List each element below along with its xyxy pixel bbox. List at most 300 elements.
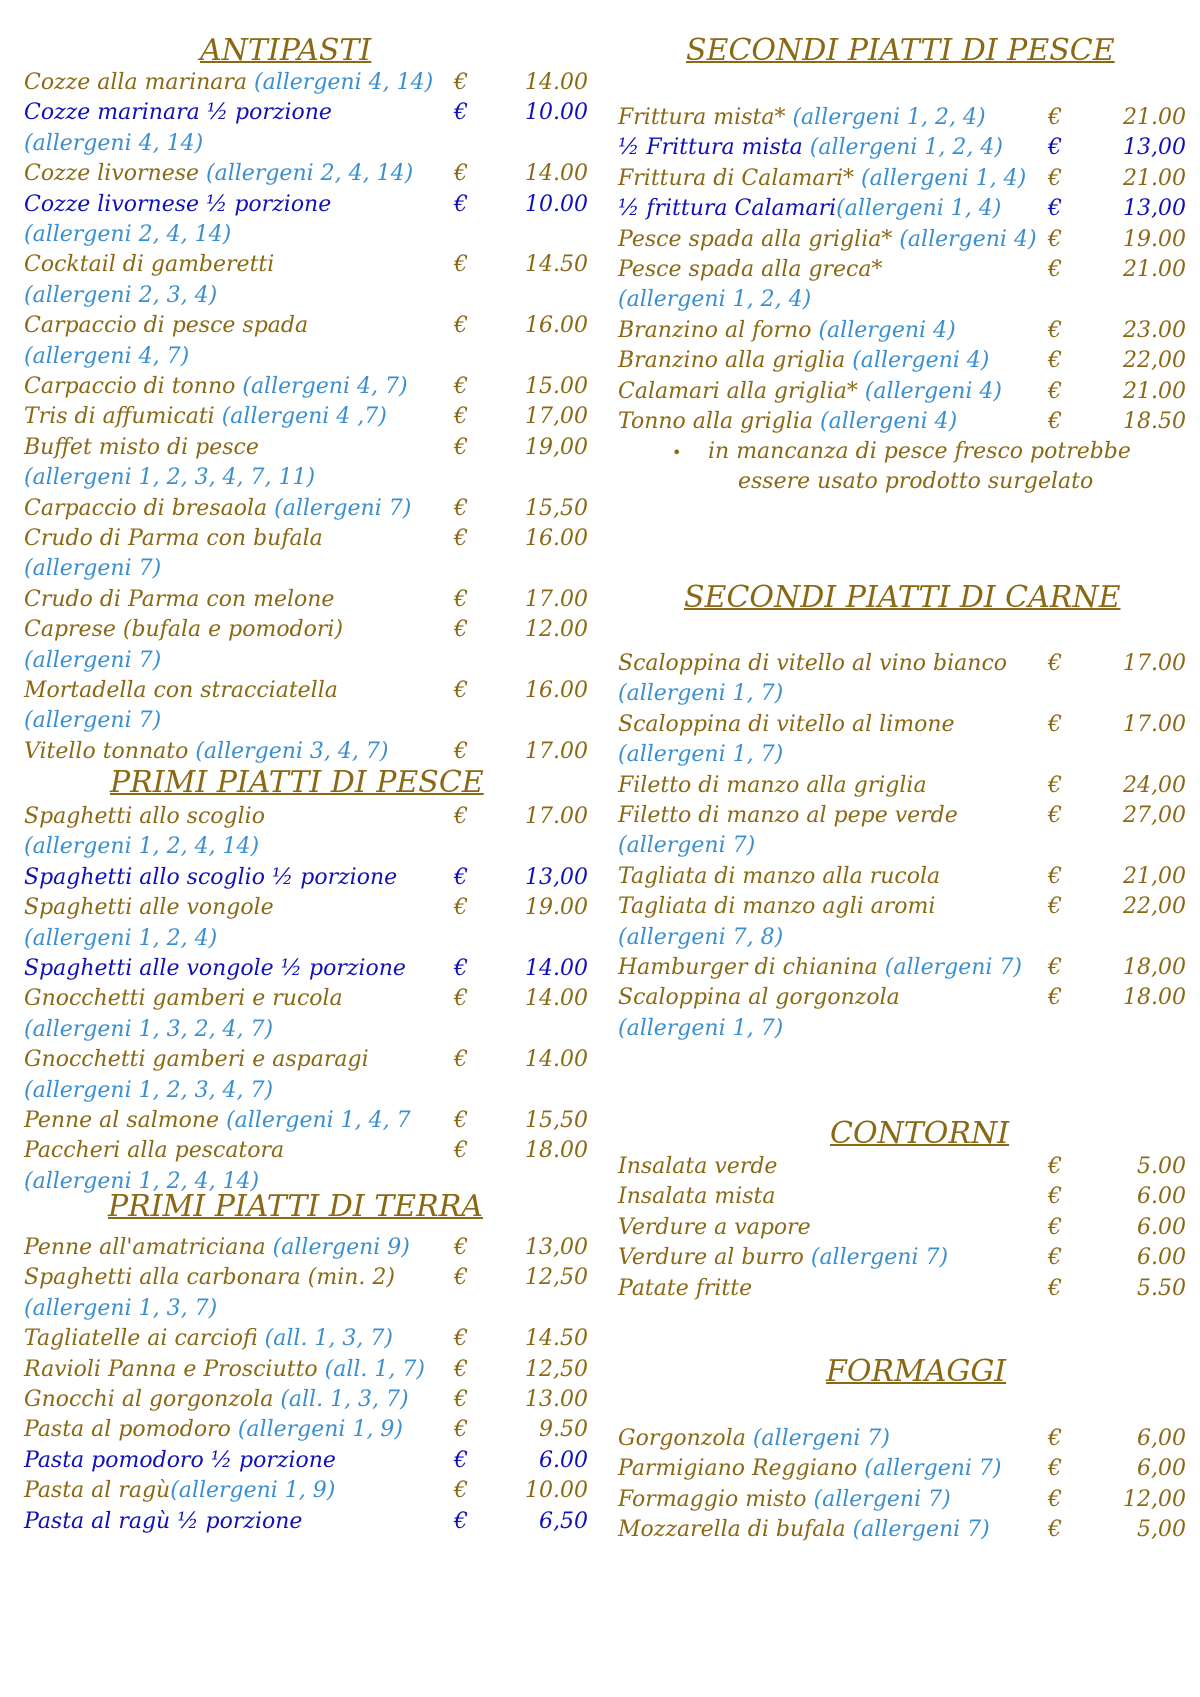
allergen-info: (allergeni 1, 4): [861, 165, 1027, 191]
dish-price: 5,00: [1137, 1517, 1186, 1543]
menu-item: [24, 984, 594, 1014]
dish-price: 12,00: [1123, 1486, 1186, 1512]
dish-price: 6.00: [539, 1447, 588, 1473]
dish-price: 13.00: [525, 1387, 588, 1412]
menu-item: [618, 1454, 1186, 1484]
dish-name: Buffet misto di pesce: [24, 434, 259, 460]
menu-item: [618, 1152, 1186, 1182]
menu-item: [24, 433, 594, 463]
dish-name: Carpaccio di tonno: [24, 374, 243, 399]
allergen-info: (allergeni 2, 3, 4): [24, 282, 218, 308]
euro-sign: €: [1048, 1517, 1062, 1543]
dish-price: 17.00: [525, 738, 588, 764]
menu-item: [24, 802, 594, 832]
allergen-info: (allergeni 4): [864, 378, 1003, 404]
allergen-line: [24, 646, 594, 676]
dish-price: 17.00: [1123, 711, 1186, 737]
menu-item: [24, 402, 594, 432]
euro-sign: €: [1048, 226, 1062, 252]
euro-sign: €: [454, 1356, 468, 1382]
menu-item: [24, 676, 594, 706]
dish-name: Scaloppina di vitello al vino bianco: [618, 651, 1008, 676]
dish-name: Insalata mista: [618, 1184, 776, 1210]
dish-name: Filetto di manzo alla griglia: [618, 772, 927, 798]
allergen-line: [618, 923, 1186, 953]
allergen-info: (allergeni 1, 9): [170, 1478, 336, 1504]
dish-price: 12,50: [525, 1356, 588, 1382]
menu-item: [618, 103, 1186, 133]
euro-sign: €: [1048, 1456, 1062, 1482]
allergen-info: (allergeni 4): [899, 226, 1037, 252]
menu-item: [24, 1233, 594, 1263]
dish-name: Gnocchetti gamberi e rucola: [24, 986, 343, 1012]
menu-item: [618, 801, 1186, 831]
allergen-info: (allergeni 1, 3, 7): [24, 1295, 218, 1321]
menu-item: [618, 346, 1186, 376]
dish-name: Parmigiano Reggiano: [618, 1456, 865, 1482]
menu-item: [618, 225, 1186, 255]
euro-sign: €: [454, 1447, 468, 1473]
allergen-info: (allergeni 1, 2, 4): [24, 925, 218, 951]
euro-sign: €: [454, 252, 468, 278]
euro-sign: €: [1048, 651, 1062, 676]
dish-price: 14.00: [525, 956, 588, 981]
dish-name: Frittura mista*: [618, 105, 793, 130]
section-title-primi-pesce: PRIMI PIATTI DI PESCE: [110, 765, 484, 800]
allergen-info: (allergeni 1, 3, 2, 4, 7): [24, 1016, 274, 1042]
dish-name: Pasta pomodoro ½ porzione: [24, 1447, 336, 1473]
dish-price: 17.00: [525, 804, 588, 829]
menu-item: [24, 615, 594, 645]
menu-item: [24, 524, 594, 554]
menu-item: [24, 1355, 594, 1385]
menu-item: [24, 190, 594, 220]
menu-item: [618, 194, 1186, 224]
dish-price: 14.00: [525, 161, 588, 187]
section-title-contorni: CONTORNI: [830, 1116, 1010, 1151]
dish-name: Penne all'amatriciana: [24, 1235, 273, 1260]
dish-price: 17,00: [525, 404, 588, 430]
euro-sign: €: [1048, 196, 1062, 222]
dish-price: 13,00: [1123, 196, 1186, 222]
menu-item: [618, 377, 1186, 407]
allergen-line: [24, 342, 594, 372]
dish-price: 24,00: [1123, 772, 1186, 798]
euro-sign: €: [454, 1138, 468, 1164]
allergen-info: (allergeni 1, 9): [237, 1417, 404, 1443]
dish-price: 10.00: [525, 191, 588, 217]
dish-name: Gnocchetti gamberi e asparagi: [24, 1047, 369, 1073]
dish-price: 22,00: [1123, 348, 1186, 374]
allergen-line: [24, 1076, 594, 1106]
menu-item: [24, 1385, 594, 1415]
dish-name: Cozze marinara ½ porzione: [24, 100, 332, 126]
dish-price: 17.00: [1123, 651, 1186, 676]
dish-name: Spaghetti alle vongole: [24, 895, 274, 921]
dish-price: 21.00: [1123, 165, 1186, 191]
dish-name: Penne al salmone: [24, 1108, 227, 1133]
euro-sign: €: [1048, 409, 1062, 434]
euro-sign: €: [1048, 863, 1062, 889]
euro-sign: €: [1048, 1426, 1062, 1451]
euro-sign: €: [1048, 317, 1062, 343]
allergen-info: (allergeni 1, 2, 3, 4, 7): [24, 1077, 274, 1103]
dish-price: 14.00: [525, 986, 588, 1012]
menu-item: [618, 133, 1186, 163]
euro-sign: €: [454, 804, 468, 829]
euro-sign: €: [454, 313, 468, 339]
dish-price: 9.50: [539, 1417, 588, 1443]
allergen-info: (allergeni 4): [852, 348, 990, 374]
euro-sign: €: [454, 895, 468, 921]
euro-sign: €: [454, 1387, 468, 1412]
allergen-line: [24, 1015, 594, 1045]
dish-name: ½ Frittura mista: [618, 135, 810, 161]
dish-name: Tonno alla griglia: [618, 409, 820, 434]
allergen-info: (allergeni 4, 14): [24, 130, 204, 156]
dish-price: 19.00: [525, 895, 588, 921]
euro-sign: €: [454, 956, 468, 981]
allergen-line: [618, 740, 1186, 770]
dish-name: Tagliatelle ai carciofi: [24, 1326, 265, 1352]
allergen-info: (allergeni 4): [820, 409, 958, 434]
euro-sign: €: [454, 1265, 468, 1291]
dish-price: 18,00: [1123, 955, 1186, 980]
menu-item: [618, 892, 1186, 922]
dish-price: 10.00: [525, 100, 588, 126]
dish-name: Crudo di Parma con bufala: [24, 526, 323, 551]
menu-item: [24, 98, 594, 128]
euro-sign: €: [454, 70, 468, 95]
euro-sign: €: [1048, 1275, 1062, 1301]
allergen-info: (allergeni 3, 4, 7): [195, 738, 389, 764]
dish-price: 12.00: [525, 617, 588, 643]
allergen-info: (allergeni 4 ,7): [221, 404, 387, 430]
allergen-info: (allergeni 9): [272, 1235, 410, 1260]
dish-name: Patate fritte: [618, 1275, 753, 1301]
dish-price: 15.00: [525, 374, 588, 399]
menu-item: [24, 1106, 594, 1136]
euro-sign: €: [454, 404, 468, 430]
menu-item: [24, 954, 594, 984]
euro-sign: €: [1048, 1214, 1062, 1240]
dish-price: 6.00: [1137, 1184, 1186, 1210]
dish-name: Ravioli Panna e Prosciutto: [24, 1356, 325, 1382]
euro-sign: €: [454, 864, 468, 890]
dish-price: 13,00: [525, 864, 588, 890]
dish-price: 19,00: [525, 434, 588, 460]
dish-name: Verdure a vapore: [618, 1214, 811, 1240]
allergen-info: (allergeni 1, 7): [618, 681, 784, 707]
euro-sign: €: [1048, 1154, 1062, 1179]
dish-price: 13,00: [1123, 135, 1186, 161]
allergen-info: (allergeni 4, 7): [242, 374, 408, 399]
menu-item: [24, 1136, 594, 1166]
euro-sign: €: [454, 1478, 468, 1504]
euro-sign: €: [1048, 985, 1062, 1011]
allergen-info: (allergeni 1, 4): [836, 196, 1002, 222]
allergen-info: (all. 1, 3, 7): [264, 1326, 393, 1352]
allergen-line: [24, 463, 594, 493]
dish-price: 21,00: [1123, 863, 1186, 889]
euro-sign: €: [1048, 1184, 1062, 1210]
euro-sign: €: [454, 374, 468, 399]
dish-price: 14.00: [525, 1047, 588, 1073]
dish-price: 5.00: [1137, 1154, 1186, 1179]
dish-name: Spaghetti allo scoglio ½ porzione: [24, 864, 398, 890]
dish-price: 21.00: [1123, 378, 1186, 404]
allergen-info: (allergeni 7): [752, 1426, 891, 1451]
allergen-info: (allergeni 1, 2, 3, 4, 7, 11): [24, 465, 316, 491]
menu-item: [618, 1274, 1186, 1304]
dish-price: 16.00: [525, 678, 588, 703]
dish-name: Spaghetti allo scoglio: [24, 804, 265, 829]
allergen-info: (allergeni 1, 7): [618, 742, 784, 768]
dish-name: Filetto di manzo al pepe verde: [618, 803, 958, 828]
dish-price: 17.00: [525, 586, 588, 612]
dish-price: 14.50: [525, 252, 588, 278]
dish-name: Cozze livornese: [24, 161, 207, 187]
allergen-info: (allergeni 7, 8): [618, 924, 784, 950]
menu-item: [24, 1446, 594, 1476]
menu-item: [618, 316, 1186, 346]
dish-name: Spaghetti alle vongole ½ porzione: [24, 956, 406, 981]
euro-sign: €: [1048, 257, 1062, 282]
allergen-line: [24, 220, 594, 250]
menu-item: [618, 771, 1186, 801]
dish-name: Cozze livornese ½ porzione: [24, 191, 332, 217]
dish-price: 16.00: [525, 526, 588, 551]
menu-item: [24, 893, 594, 923]
dish-name: Cozze alla marinara: [24, 70, 255, 95]
euro-sign: €: [454, 526, 468, 551]
euro-sign: €: [1048, 803, 1062, 828]
allergen-line: [24, 281, 594, 311]
dish-name: Pesce spada alla griglia*: [618, 226, 900, 252]
menu-item: [618, 1485, 1186, 1515]
dish-name: Hamburger di chianina: [618, 955, 885, 980]
dish-price: 19.00: [1123, 226, 1186, 252]
allergen-line: [24, 706, 594, 736]
menu-item: [618, 1515, 1186, 1545]
allergen-info: (allergeni 7): [864, 1456, 1002, 1482]
euro-sign: €: [454, 617, 468, 643]
section-title-secondi-pesce: SECONDI PIATTI DI PESCE: [686, 33, 1115, 68]
dish-price: 18.00: [1123, 985, 1186, 1011]
menu-item: [24, 494, 594, 524]
allergen-line: [618, 1014, 1186, 1044]
menu-item: [24, 737, 594, 767]
dish-name: Spaghetti alla carbonara (min. 2): [24, 1265, 395, 1291]
dish-name: Pasta al ragù: [24, 1478, 171, 1504]
dish-name: Scaloppina al gorgonzola: [618, 985, 900, 1011]
menu-item: [24, 1045, 594, 1075]
dish-price: 23.00: [1123, 317, 1186, 343]
menu-item: [24, 1507, 594, 1537]
euro-sign: €: [1048, 135, 1062, 161]
allergen-info: (allergeni 7): [24, 708, 162, 734]
menu-item: [618, 983, 1186, 1013]
menu-item: [618, 1213, 1186, 1243]
allergen-line: [24, 832, 594, 862]
menu-item: [24, 585, 594, 615]
allergen-info: (allergeni 1, 2, 4): [809, 135, 1003, 161]
euro-sign: €: [454, 434, 468, 460]
euro-sign: €: [1048, 772, 1062, 798]
menu-item: [618, 1243, 1186, 1273]
allergen-info: (allergeni 7): [852, 1517, 990, 1543]
euro-sign: €: [454, 161, 468, 187]
euro-sign: €: [454, 1108, 468, 1133]
dish-name: ½ frittura Calamari: [618, 196, 837, 222]
menu-item: [24, 1415, 594, 1445]
menu-item: [618, 862, 1186, 892]
menu-item: [24, 159, 594, 189]
euro-sign: €: [1048, 105, 1062, 130]
dish-name: Scaloppina di vitello al limone: [618, 711, 955, 737]
menu-item: [618, 649, 1186, 679]
allergen-info: (allergeni 1, 4, 7: [226, 1108, 411, 1133]
menu-item: [618, 1424, 1186, 1454]
allergen-info: (allergeni 2, 4, 14): [24, 222, 232, 247]
dish-name: Tagliata di manzo alla rucola: [618, 863, 941, 889]
allergen-line: [24, 554, 594, 584]
frozen-fish-note: in mancanza di pesce fresco potrebbe: [708, 439, 1131, 465]
euro-sign: €: [1048, 1486, 1062, 1512]
euro-sign: €: [1048, 711, 1062, 737]
menu-item: [24, 250, 594, 280]
euro-sign: €: [454, 738, 468, 764]
dish-name: Crudo di Parma con melone: [24, 586, 335, 612]
euro-sign: €: [1048, 955, 1062, 980]
allergen-info: (allergeni 7): [24, 556, 162, 582]
dish-name: Paccheri alla pescatora: [24, 1138, 285, 1164]
dish-price: 6,00: [1137, 1426, 1186, 1451]
dish-price: 22,00: [1123, 894, 1186, 920]
euro-sign: €: [454, 1235, 468, 1260]
dish-name: Verdure al burro: [618, 1245, 811, 1271]
allergen-line: [618, 285, 1186, 315]
dish-price: 6.00: [1137, 1245, 1186, 1271]
dish-price: 21.00: [1123, 257, 1186, 282]
dish-price: 15,50: [525, 495, 588, 521]
section-title-formaggi: FORMAGGI: [826, 1354, 1007, 1389]
allergen-info: (allergeni 1, 7): [618, 1015, 784, 1041]
menu-item: [24, 311, 594, 341]
euro-sign: €: [454, 586, 468, 612]
euro-sign: €: [454, 1508, 468, 1534]
section-title-antipasti: ANTIPASTI: [200, 33, 372, 68]
euro-sign: €: [454, 678, 468, 703]
allergen-info: (allergeni 4, 14): [254, 70, 434, 95]
allergen-info: (allergeni 7): [884, 955, 1022, 980]
allergen-line: [618, 831, 1186, 861]
euro-sign: €: [454, 1047, 468, 1073]
euro-sign: €: [454, 495, 468, 521]
dish-price: 14.50: [525, 1326, 588, 1352]
euro-sign: €: [1048, 894, 1062, 920]
dish-name: Frittura di Calamari*: [618, 165, 862, 191]
allergen-info: (allergeni 1, 2, 4, 14): [24, 834, 260, 860]
dish-name: Tagliata di manzo agli aromi: [618, 894, 936, 920]
dish-price: 18.00: [525, 1138, 588, 1164]
menu-item: [24, 1324, 594, 1354]
allergen-info: (allergeni 7): [810, 1245, 949, 1271]
euro-sign: €: [454, 1326, 468, 1352]
allergen-info: (allergeni 1, 2, 4): [618, 287, 812, 313]
dish-price: 5.50: [1137, 1275, 1186, 1301]
allergen-line: [24, 129, 594, 159]
dish-name: Formaggio misto: [618, 1486, 814, 1512]
allergen-info: (allergeni 4, 7): [24, 343, 190, 369]
menu-item: [618, 953, 1186, 983]
dish-name: Caprese (bufala e pomodori): [24, 617, 344, 643]
allergen-info: (allergeni 1, 2, 4, 14): [24, 1168, 260, 1194]
dish-name: Carpaccio di pesce spada: [24, 313, 309, 339]
dish-price: 27,00: [1123, 803, 1186, 828]
allergen-info: (allergeni 4): [818, 317, 956, 343]
menu-item: [24, 1263, 594, 1293]
allergen-info: (all. 1, 7): [324, 1356, 425, 1382]
allergen-info: (allergeni 1, 2, 4): [792, 105, 986, 130]
euro-sign: €: [1048, 165, 1062, 191]
menu-item: [24, 863, 594, 893]
dish-price: 15,50: [525, 1108, 588, 1133]
menu-item: [618, 164, 1186, 194]
euro-sign: €: [454, 1417, 468, 1443]
euro-sign: €: [1048, 1245, 1062, 1271]
dish-price: 10.00: [525, 1478, 588, 1504]
dish-name: Tris di affumicati: [24, 404, 222, 430]
dish-name: Mortadella con stracciatella: [24, 678, 338, 703]
euro-sign: €: [1048, 378, 1062, 404]
dish-price: 6.00: [1137, 1214, 1186, 1240]
dish-price: 16.00: [525, 313, 588, 339]
dish-name: Carpaccio di bresaola: [24, 495, 275, 521]
menu-item: [618, 1182, 1186, 1212]
menu-item: [618, 710, 1186, 740]
allergen-info: (allergeni 7): [813, 1486, 951, 1512]
allergen-info: (allergeni 2, 4, 14): [206, 161, 414, 187]
dish-name: Pasta al pomodoro: [24, 1417, 238, 1443]
dish-price: 13,00: [525, 1235, 588, 1260]
dish-name: Branzino alla griglia: [618, 348, 853, 374]
menu-item: [618, 407, 1186, 437]
dish-price: 12,50: [525, 1265, 588, 1291]
menu-item: [618, 255, 1186, 285]
euro-sign: €: [454, 986, 468, 1012]
allergen-line: [24, 1294, 594, 1324]
dish-name: Mozzarella di bufala: [618, 1517, 853, 1543]
dish-price: 18.50: [1123, 409, 1186, 434]
allergen-info: (allergeni 7): [274, 495, 412, 521]
dish-name: Cocktail di gamberetti: [24, 252, 275, 278]
dish-name: Pesce spada alla greca*: [618, 257, 883, 282]
dish-name: Insalata verde: [618, 1154, 778, 1179]
allergen-line: [618, 679, 1186, 709]
note-bullet: •: [672, 443, 682, 463]
section-title-secondi-carne: SECONDI PIATTI DI CARNE: [684, 580, 1121, 615]
dish-name: Gnocchi al gorgonzola: [24, 1387, 281, 1412]
allergen-line: [24, 924, 594, 954]
dish-price: 6,00: [1137, 1456, 1186, 1482]
menu-item: [24, 372, 594, 402]
dish-price: 14.00: [525, 70, 588, 95]
menu-item: [24, 68, 594, 98]
frozen-fish-note: essere usato prodotto surgelato: [738, 469, 1094, 495]
euro-sign: €: [454, 191, 468, 217]
dish-price: 6,50: [539, 1508, 588, 1534]
